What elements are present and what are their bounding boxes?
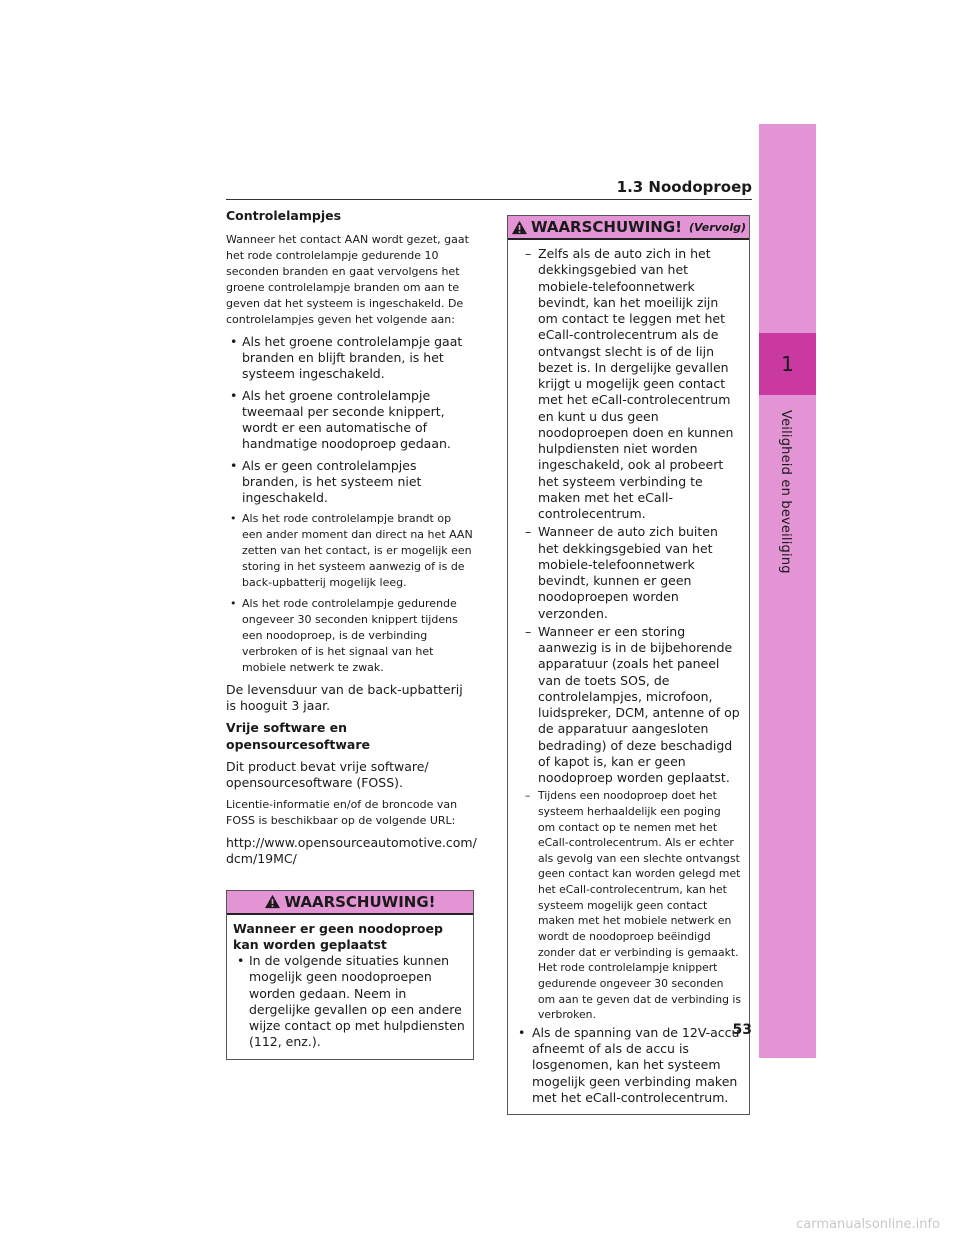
list-item: • Als het rode controlelampje brandt op een ander moment dan direct na het AAN zetten van het contact, is er mogelijk een storing in het systeem aanwezig of is de back-upbatterij mogelijk leeg. <box>226 511 474 591</box>
lamp-status-list <box>226 334 474 676</box>
warning-header <box>508 216 749 240</box>
list-item: – Wanneer de auto zich buiten het dekkingsgebied van het mobiele-telefoonnetwerk bevindt, kunnen er geen noodoproepen worden verzonden. <box>514 524 741 622</box>
warning-title: WAARSCHUWING! <box>284 892 436 911</box>
list-item: • Als de spanning van de 12V-accu afneemt of als de accu is losgenomen, kan het systeem mogelijk geen verbinding maken met het eCall-controlecentrum. <box>514 1025 741 1106</box>
warning-triangle-icon <box>264 894 281 909</box>
list-item: • Als het rode controlelampje gedurende ongeveer 30 seconden knippert tijdens een noodoproep, is de verbinding verbroken of is het signaal van het mobiele netwerk te zwak. <box>226 596 474 676</box>
chapter-number: 1 <box>781 352 794 376</box>
warning-box <box>226 890 474 1060</box>
watermark: carmanualsonline.info <box>796 1217 940 1232</box>
page-number: 53 <box>732 1022 752 1038</box>
license-paragraph: Licentie-informatie en/of de broncode van FOSS is beschikbaar op de volgende URL: <box>226 798 458 828</box>
list-item: – Zelfs als de auto zich in het dekkingsgebied van het mobiele-telefoonnetwerk bevindt, kan het moeilijk zijn om contact te leggen met het eCall-controlecentrum als de ontvangst slecht is of de lijn bezet is. In dergelijke gevallen krijgt u mogelijk geen contact met het eCall-controlecentrum en kunt u dus geen noodoproepen doen en kunnen hulpdiensten niet worden ingeschakeld, ook al probeert het systeem verbinding te maken met het eCall-controlecentrum. <box>514 246 741 522</box>
list-item: • Als er geen controlelampjes branden, is het systeem niet ingeschakeld. <box>226 458 474 507</box>
warning-body <box>227 915 473 1059</box>
right-column <box>507 215 750 1115</box>
section-title: 1.3 Noodoproep <box>616 178 752 196</box>
left-column <box>226 208 477 1060</box>
list-item: • Als het groene controlelampje gaat branden en blijft branden, is het systeem ingeschakeld. <box>226 334 474 383</box>
warning-title: WAARSCHUWING! <box>530 218 682 236</box>
chapter-number-box <box>759 333 816 395</box>
header-divider <box>226 199 752 200</box>
warning-continued-label: (Vervolg) <box>689 220 747 234</box>
list-item: – Tijdens een noodoproep doet het systeem herhaaldelijk een poging om contact op te nemen met het eCall-controlecentrum. Als er echter als gevolg van een slechte ontvangst geen contact kan worden gelegd met het eCall-controlecentrum, kan het systeem mogelijk geen contact maken met het mobiele netwerk en wordt de noodoproep beëindigd zonder dat er verbinding is gemaakt. Het rode controlelampje knippert gedurende ongeveer 30 seconden om aan te geven dat de verbinding is verbroken. <box>514 788 741 1023</box>
heading-controlelampjes: Controlelampjes <box>226 208 342 223</box>
software-paragraph: Dit product bevat vrije software/ opensourcesoftware (FOSS). <box>226 758 429 790</box>
warning-header <box>227 891 473 915</box>
list-item: • In de volgende situaties kunnen mogelijk geen noodoproepen worden gedaan. Neem in dergelijke gevallen op een andere wijze contact op met hulpdiensten (112, enz.). <box>233 953 465 1051</box>
chapter-label: Veiligheid en beveiliging <box>778 410 793 574</box>
foss-url: http://www.opensourceautomotive.com/ dcm/19MC/ <box>226 835 477 867</box>
chapter-side-strip <box>759 124 816 1058</box>
list-item: • Als het groene controlelampje tweemaal per seconde knippert, wordt er een automatische of handmatige noodoproep gedaan. <box>226 388 474 453</box>
intro-paragraph: Wanneer het contact AAN wordt gezet, gaat het rode controlelampje gedurende 10 seconden branden en gaat vervolgens het groene controlelampje branden om aan te geven dat het systeem is ingeschakeld. De controlelampjes geven het volgende aan: <box>226 233 469 326</box>
warning-triangle-icon <box>511 220 528 235</box>
battery-life-paragraph: De levensduur van de back-upbatterij is hooguit 3 jaar. <box>226 681 463 713</box>
warning-box-continued <box>507 215 750 1115</box>
warning-body <box>508 240 749 1114</box>
list-item: – Wanneer er een storing aanwezig is in de bijbehorende apparatuur (zoals het paneel van de toets SOS, de controlelampjes, microfoon, luidspreker, DCM, antenne of op de apparatuur aangesloten bedrading) of deze beschadigd of kapot is, kan er geen noodoproep worden geplaatst. <box>514 624 741 787</box>
heading-software: Vrije software en opensourcesoftware <box>226 720 370 752</box>
warning-subtitle: Wanneer er geen noodoproep kan worden geplaatst <box>233 920 443 952</box>
